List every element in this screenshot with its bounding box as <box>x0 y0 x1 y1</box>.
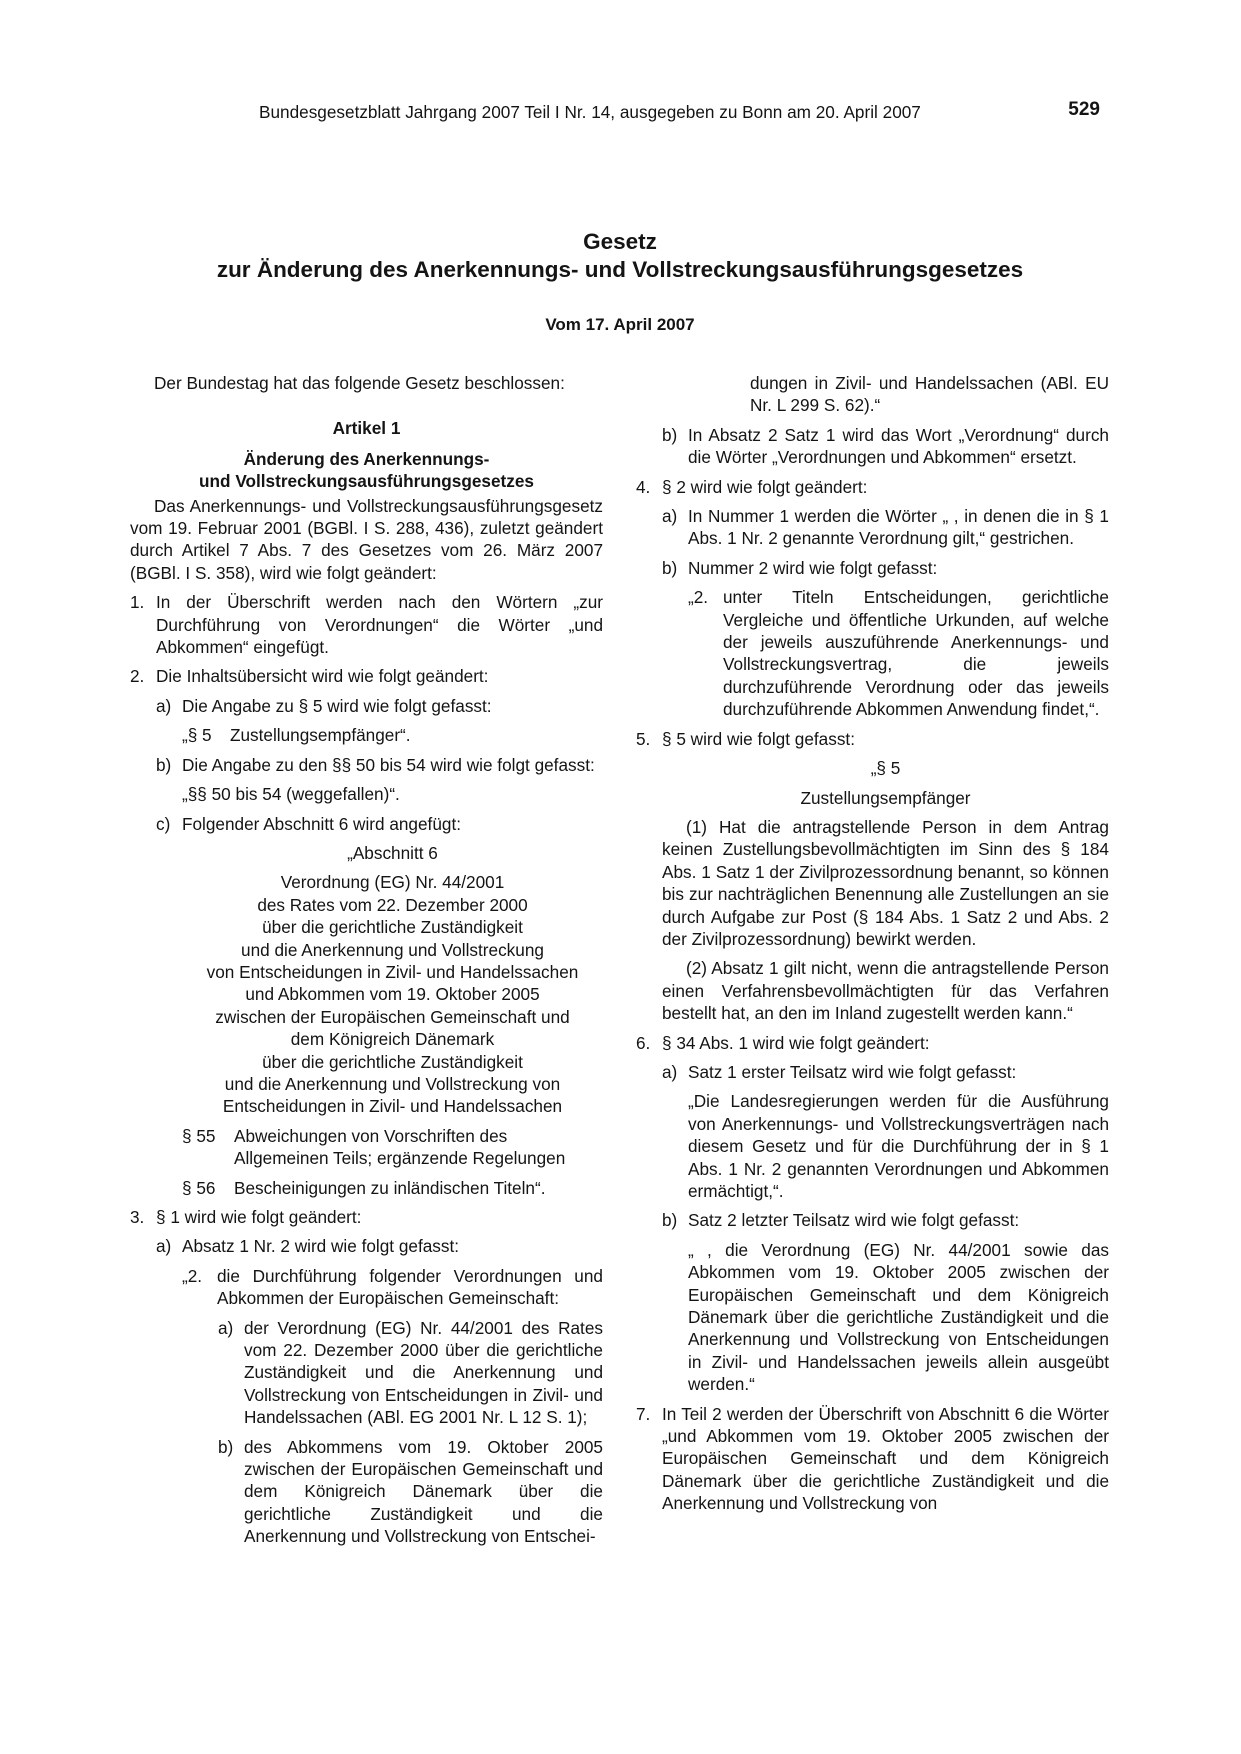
list-label: b) <box>156 754 172 775</box>
quote-text: unter Titeln Entscheidungen, gerichtliche Vergleiche und öffentliche Urkunden, auf welche der jeweils auszuführende Anerkennungs- und Vollstreckungsvertrag, die jeweils durchzuführende Verordnung oder das jeweils durchzuführende Abkommen Anwendung findet,“. <box>723 587 1109 720</box>
quote-label: b) <box>218 1436 234 1457</box>
list-text: In Teil 2 werden der Überschrift von Abschnitt 6 die Wörter „und Abkommen vom 19. Oktober 2005 zwischen der Europäischen Gemeinschaft und dem Königreich Dänemark über die gerichtliche Zuständigkeit und die Anerkennung und Vollstreckung von <box>662 1403 1109 1514</box>
section-5-title: Zustellungsempfänger <box>800 787 971 808</box>
quote-text: des Abkommens vom 19. Oktober 2005 zwischen der Europäischen Gemeinschaft und dem Königreich Dänemark über die gerichtliche Zuständigkeit und die Anerkennung und Vollstreckung von Entschei- <box>244 1436 603 1547</box>
list-item-5 <box>636 728 1109 750</box>
artikel-heading: Artikel 1 <box>332 418 401 439</box>
list-label: 4. <box>636 476 651 497</box>
section-5-heading: „§ 5 <box>870 758 901 779</box>
artikel-title-line-2: und Vollstreckungsausführungsgesetzes <box>199 471 534 492</box>
abschnitt-line: des Rates vom 22. Dezember 2000 <box>257 894 528 915</box>
artikel-title-line-1: Änderung des Anerkennungs- <box>243 448 490 469</box>
list-label: c) <box>156 813 171 834</box>
list-label: 7. <box>636 1403 651 1424</box>
list-label: a) <box>156 1236 172 1257</box>
quote-label: „2. <box>688 587 709 608</box>
section-label: § 55 <box>182 1125 216 1146</box>
law-date: Vom 17. April 2007 <box>545 315 695 334</box>
list-label: b) <box>662 424 678 445</box>
preamble-text: Das Anerkennungs- und Vollstreckungsausführungsgesetz vom 19. Februar 2001 (BGBl. I S. 288, 436), zuletzt geändert durch Artikel 7 Abs. 7 des Gesetzes vom 26. März 2007 (BGBl. I S. 358), wird wie folgt geändert: <box>130 495 603 583</box>
list-text: Die Angabe zu § 5 wird wie folgt gefasst: <box>182 695 492 716</box>
list-label: 1. <box>130 592 145 613</box>
abschnitt-line: und die Anerkennung und Vollstreckung <box>241 939 544 960</box>
list-text: Satz 1 erster Teilsatz wird wie folgt gefasst: <box>688 1061 1017 1082</box>
list-item-7 <box>636 1403 1109 1515</box>
list-label: a) <box>156 695 172 716</box>
list-text: § 5 wird wie folgt gefasst: <box>662 728 855 749</box>
list-item-2b <box>156 754 603 776</box>
list-label: b) <box>662 557 678 578</box>
list-label: 2. <box>130 666 145 687</box>
list-label: 3. <box>130 1207 145 1227</box>
list-text: Absatz 1 Nr. 2 wird wie folgt gefasst: <box>182 1236 460 1257</box>
abschnitt-line: Entscheidungen in Zivil- und Handelssachen <box>222 1096 563 1117</box>
list-label: a) <box>662 1061 678 1082</box>
abschnitt-line: über die gerichtliche Zuständigkeit <box>262 917 523 938</box>
list-text: In Nummer 1 werden die Wörter „ , in denen die in § 1 Abs. 1 Nr. 2 genannte Verordnung gilt,“ gestrichen. <box>688 506 1109 549</box>
quote-text: Zustellungsempfänger“. <box>230 725 411 746</box>
law-title: Gesetz <box>583 229 657 254</box>
list-item-2c <box>156 813 603 835</box>
abschnitt-title <box>182 871 603 1117</box>
law-subtitle: zur Änderung des Anerkennungs- und Vollstreckungsausführungsgesetzes <box>216 257 1024 282</box>
list-text: Die Inhaltsübersicht wird wie folgt geändert: <box>156 666 489 687</box>
list-label: 5. <box>636 728 651 749</box>
intro-text: Der Bundestag hat das folgende Gesetz beschlossen: <box>154 373 565 393</box>
quote-nr2-a <box>218 1317 603 1429</box>
abschnitt-line: dem Königreich Dänemark <box>290 1029 495 1050</box>
list-label: b) <box>662 1210 678 1231</box>
abschnitt-line: und die Anerkennung und Vollstreckung von <box>224 1073 561 1094</box>
quote-nr2-titel <box>688 586 1109 720</box>
quote-s50-54: „§§ 50 bis 54 (weggefallen)“. <box>182 784 400 805</box>
title-block <box>130 228 1110 336</box>
list-item-4b <box>662 557 1109 579</box>
right-column <box>636 372 1109 1522</box>
list-label: a) <box>662 506 678 527</box>
abschnitt-line: über die gerichtliche Zuständigkeit <box>262 1051 523 1072</box>
continuation-text: dungen in Zivil- und Handelssachen (ABl. EU Nr. L 299 S. 62).“ <box>750 373 1109 416</box>
running-head: Bundesgesetzblatt Jahrgang 2007 Teil I Nr. 14, ausgegeben zu Bonn am 20. April 2007 <box>259 102 921 122</box>
list-item-1 <box>130 591 603 658</box>
list-item-6a <box>662 1061 1109 1083</box>
quote-label: „2. <box>182 1265 203 1286</box>
section-56 <box>182 1177 603 1199</box>
list-text: § 34 Abs. 1 wird wie folgt geändert: <box>662 1032 930 1053</box>
list-text: In der Überschrift werden nach den Wörtern „zur Durchführung von Verordnungen“ die Wörter „und Abkommen“ eingefügt. <box>156 592 603 658</box>
quote-nr2-b <box>218 1436 603 1548</box>
abschnitt-line: zwischen der Europäischen Gemeinschaft und <box>215 1006 570 1027</box>
list-text: Folgender Abschnitt 6 wird angefügt: <box>182 813 461 834</box>
list-item-2a <box>156 695 603 717</box>
section-text: Bescheinigungen zu inländischen Titeln“. <box>234 1177 546 1198</box>
quote-6b: „ , die Verordnung (EG) Nr. 44/2001 sowie das Abkommen vom 19. Oktober 2005 zwischen der Europäischen Gemeinschaft und dem Königreich Dänemark über die gerichtliche Zuständigkeit und die Anerkennung und Vollstreckung von Entscheidungen in Zivil- und Handelssachen jeweils allein ausgeübt werden.“ <box>688 1239 1109 1395</box>
section-5-paragraph-2: (2) Absatz 1 gilt nicht, wenn die antragstellende Person einen Verfahrensbevollmächtigten für das Verfahren bestellt hat, an den im Inland zugestellt werden kann.“ <box>662 958 1109 1024</box>
section-text: Abweichungen von Vorschriften des Allgemeinen Teils; ergänzende Regelungen <box>234 1125 566 1169</box>
quote-nr2 <box>182 1265 603 1310</box>
quote-label: a) <box>218 1317 234 1338</box>
quote-label: „§ 5 <box>182 725 212 746</box>
quote-text: die Durchführung folgender Verordnungen und Abkommen der Europäischen Gemeinschaft: <box>217 1265 603 1309</box>
abschnitt-heading: „Abschnitt 6 <box>347 842 438 863</box>
list-text: Nummer 2 wird wie folgt gefasst: <box>688 557 938 578</box>
list-text: § 1 wird wie folgt geändert: <box>156 1207 362 1227</box>
section-list <box>182 1125 603 1199</box>
list-text: In Absatz 2 Satz 1 wird das Wort „Verordnung“ durch die Wörter „Verordnungen und Abkommen“ ersetzt. <box>688 424 1109 468</box>
list-item-4a <box>662 505 1109 550</box>
list-item-3a <box>156 1235 603 1257</box>
list-text: Die Angabe zu den §§ 50 bis 54 wird wie folgt gefasst: <box>182 754 595 775</box>
abschnitt-line: und Abkommen vom 19. Oktober 2005 <box>245 984 540 1005</box>
list-item-4 <box>636 476 1109 498</box>
list-text: Satz 2 letzter Teilsatz wird wie folgt gefasst: <box>688 1210 1020 1231</box>
page-number: 529 <box>1068 99 1100 120</box>
quote-s5 <box>182 724 603 746</box>
list-item-6 <box>636 1032 1109 1054</box>
list-label: 6. <box>636 1032 651 1053</box>
left-column <box>130 372 603 1555</box>
quote-6a: „Die Landesregierungen werden für die Ausführung von Anerkennungs- und Vollstreckungsverträgen nach diesem Gesetz und für die Durchführung der in § 1 Abs. 1 Nr. 2 genannten Verordnungen und Abkommen ermächtigt,“. <box>688 1091 1109 1201</box>
abschnitt-line: Verordnung (EG) Nr. 44/2001 <box>280 872 505 893</box>
list-item-3 <box>130 1206 603 1228</box>
quote-text: der Verordnung (EG) Nr. 44/2001 des Rates vom 22. Dezember 2000 über die gerichtliche Zuständigkeit und die Anerkennung und Vollstreckung von Entscheidungen in Zivil- und Handelssachen (ABl. EG 2001 Nr. L 12 S. 1); <box>244 1317 603 1428</box>
list-text: § 2 wird wie folgt geändert: <box>662 476 868 497</box>
section-label: § 56 <box>182 1177 216 1198</box>
section-5-paragraph-1: (1) Hat die antragstellende Person in dem Antrag keinen Zustellungsbevollmächtigten im Sinn des § 184 Abs. 1 Satz 1 der Zivilprozessordnung benannt, so können bis zur nachträglichen Benennung alle Zustellungen an sie durch Aufgabe zur Post (§ 184 Abs. 1 Satz 2 und Abs. 2 der Zivilprozessordnung) bewirkt werden. <box>662 816 1109 949</box>
list-item-3b <box>662 424 1109 469</box>
list-item-2 <box>130 665 603 687</box>
list-item-6b <box>662 1209 1109 1231</box>
abschnitt-line: von Entscheidungen in Zivil- und Handelssachen <box>206 961 579 982</box>
section-55 <box>182 1125 603 1170</box>
